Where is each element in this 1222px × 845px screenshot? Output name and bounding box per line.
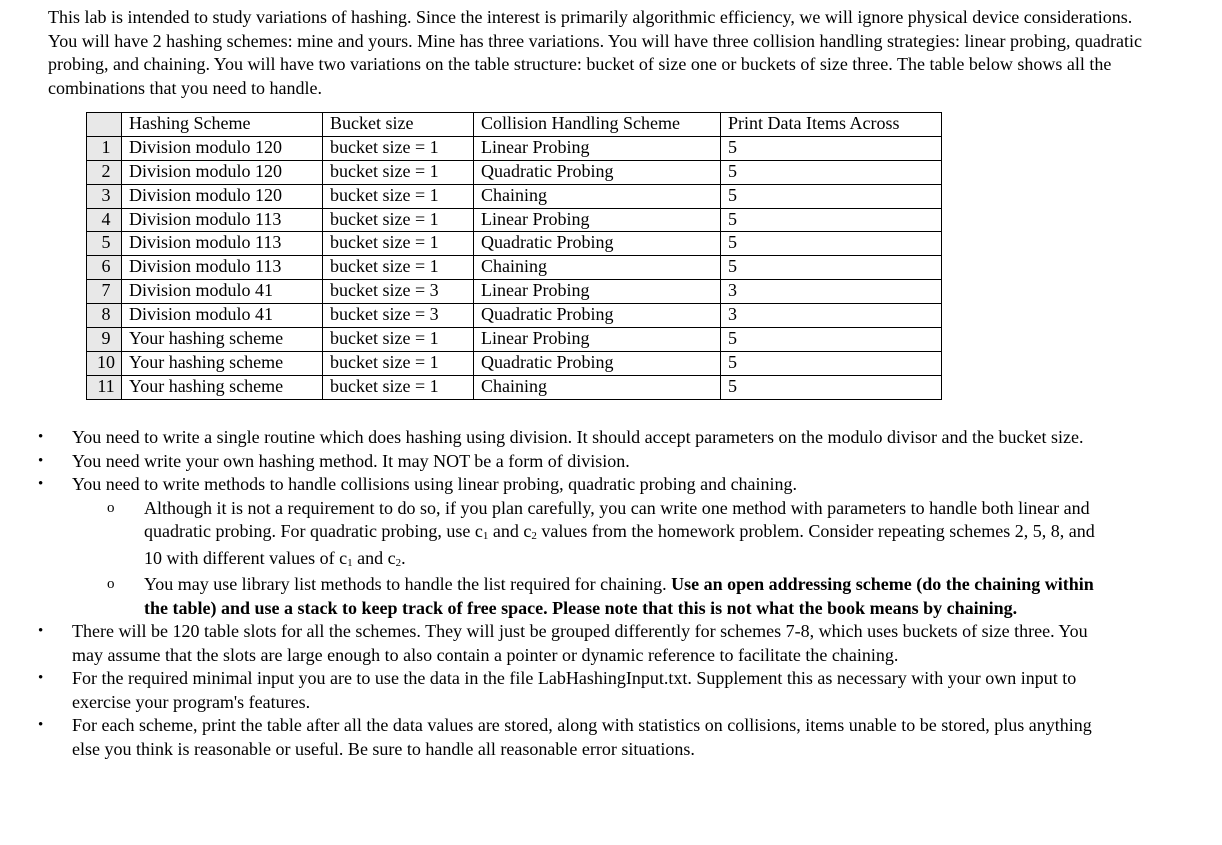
sub-text: and c: [352, 547, 396, 568]
sub-text: and c: [488, 521, 532, 541]
list-item: [0, 426, 1100, 450]
header-collision-handling: Collision Handling Scheme: [474, 113, 721, 137]
table-row: [87, 256, 942, 280]
table-row: [87, 232, 942, 256]
list-item: [0, 620, 1100, 667]
sub-list-item: [72, 573, 1100, 620]
bullet-glyph: •: [38, 452, 44, 469]
cell-collision-handling: Linear Probing: [474, 136, 721, 160]
cell-collision-handling: Quadratic Probing: [474, 160, 721, 184]
document-page: [48, 6, 1198, 100]
subscript: 1: [482, 530, 489, 542]
cell-collision-handling: Chaining: [474, 256, 721, 280]
cell-bucket-size: bucket size = 3: [323, 304, 474, 328]
cell-bucket-size: bucket size = 1: [323, 208, 474, 232]
sub-text: .: [401, 547, 406, 568]
cell-bucket-size: bucket size = 1: [323, 184, 474, 208]
cell-bucket-size: bucket size = 1: [323, 232, 474, 256]
requirement-text: You need write your own hashing method. It may NOT be a form of division.: [72, 450, 630, 471]
sub-text: Although it is not a requirement to do so, if you plan carefully, you can write one method with parameters to handle both linear and quadratic probing. For quadratic probing, use c: [144, 497, 1090, 541]
combinations-table: [86, 112, 942, 400]
cell-hashing-scheme: Division modulo 113: [122, 232, 323, 256]
cell-hashing-scheme: Division modulo 120: [122, 136, 323, 160]
cell-bucket-size: bucket size = 1: [323, 256, 474, 280]
sub-text: values from the homework problem. Consider repeating schemes 2, 5, 8, and 10 with different values of c: [144, 521, 1095, 568]
list-item: [0, 473, 1100, 620]
cell-collision-handling: Linear Probing: [474, 208, 721, 232]
cell-hashing-scheme: Your hashing scheme: [122, 351, 323, 375]
subscript: 1: [347, 556, 353, 569]
subscript: 2: [531, 530, 537, 542]
requirement-text: You need to write methods to handle collisions using linear probing, quadratic probing and chaining.: [72, 474, 798, 494]
cell-hashing-scheme: Division modulo 41: [122, 280, 323, 304]
row-number: 1: [87, 136, 122, 160]
cell-collision-handling: Chaining: [474, 184, 721, 208]
cell-print-across: 5: [721, 184, 942, 208]
cell-print-across: 5: [721, 328, 942, 352]
cell-print-across: 5: [721, 208, 942, 232]
cell-hashing-scheme: Your hashing scheme: [122, 328, 323, 352]
row-number-header: [87, 113, 122, 137]
cell-print-across: 5: [721, 232, 942, 256]
requirement-text: For the required minimal input you are to use the data in the file LabHashingInput.txt. Supplement this as necessary with your own input to exercise your program's features.: [72, 668, 1077, 712]
cell-bucket-size: bucket size = 1: [323, 375, 474, 399]
cell-hashing-scheme: Your hashing scheme: [122, 375, 323, 399]
table-header-row: [87, 113, 942, 137]
requirements-list: [0, 426, 1100, 761]
row-number: 11: [87, 375, 122, 399]
table-row: [87, 304, 942, 328]
cell-hashing-scheme: Division modulo 41: [122, 304, 323, 328]
table-row: [87, 375, 942, 399]
sub-bullet-glyph: o: [107, 499, 115, 516]
cell-print-across: 5: [721, 256, 942, 280]
header-bucket-size: Bucket size: [323, 113, 474, 137]
cell-print-across: 5: [721, 351, 942, 375]
cell-hashing-scheme: Division modulo 113: [122, 208, 323, 232]
bullet-glyph: •: [38, 623, 44, 639]
sub-bullet-glyph: o: [107, 576, 115, 592]
sub-list: [72, 497, 1100, 621]
row-number: 6: [87, 256, 122, 280]
list-item: [0, 667, 1100, 714]
cell-bucket-size: bucket size = 1: [323, 328, 474, 352]
bullet-glyph: •: [38, 670, 44, 686]
table-body: [87, 136, 942, 399]
cell-collision-handling: Chaining: [474, 375, 721, 399]
bullet-glyph: •: [38, 476, 44, 492]
table-row: [87, 328, 942, 352]
cell-hashing-scheme: Division modulo 113: [122, 256, 323, 280]
table-row: [87, 351, 942, 375]
header-print-across: Print Data Items Across: [721, 113, 942, 137]
cell-collision-handling: Quadratic Probing: [474, 351, 721, 375]
row-number: 4: [87, 208, 122, 232]
sub-text-bold: Use an open addressing scheme (do the chaining within the table) and use a stack to keep track of free space. Please note that this is not what the book means by chaining.: [144, 574, 1094, 618]
cell-print-across: 3: [721, 304, 942, 328]
requirement-text: There will be 120 table slots for all the schemes. They will just be grouped differently for schemes 7-8, which uses buckets of size three. You may assume that the slots are large enough to also contain a pointer or dynamic reference to facilitate the chaining.: [72, 621, 1088, 665]
row-number: 3: [87, 184, 122, 208]
cell-print-across: 5: [721, 136, 942, 160]
intro-paragraph: This lab is intended to study variations of hashing. Since the interest is primarily algorithmic efficiency, we will ignore physical device considerations. You will have 2 hashing schemes: mine and yours. Mine has three variations. You will have three collision handling strategies: linear probing, quadratic probing, and chaining. You will have two variations on the table structure: bucket of size one or buckets of size three. The table below shows all the combinations that you need to handle.: [48, 7, 1142, 98]
cell-hashing-scheme: Division modulo 120: [122, 184, 323, 208]
cell-bucket-size: bucket size = 3: [323, 280, 474, 304]
table-row: [87, 280, 942, 304]
cell-print-across: 5: [721, 160, 942, 184]
cell-collision-handling: Linear Probing: [474, 328, 721, 352]
cell-print-across: 3: [721, 280, 942, 304]
cell-print-across: 5: [721, 375, 942, 399]
row-number: 5: [87, 232, 122, 256]
cell-hashing-scheme: Division modulo 120: [122, 160, 323, 184]
row-number: 9: [87, 328, 122, 352]
bullet-glyph: •: [38, 717, 44, 733]
list-item: [0, 450, 1100, 474]
sub-text: You may use library list methods to handle the list required for chaining.: [144, 574, 672, 594]
table-row: [87, 136, 942, 160]
table-row: [87, 160, 942, 184]
cell-collision-handling: Quadratic Probing: [474, 232, 721, 256]
requirement-text: For each scheme, print the table after all the data values are stored, along with statistics on collisions, items unable to be stored, plus anything else you think is reasonable or useful. Be sure to handle all reasonable error situations.: [72, 715, 1092, 759]
row-number: 10: [87, 351, 122, 375]
cell-collision-handling: Quadratic Probing: [474, 304, 721, 328]
header-hashing-scheme: Hashing Scheme: [122, 113, 323, 137]
sub-list-item: [72, 497, 1100, 574]
row-number: 8: [87, 304, 122, 328]
subscript: 2: [395, 556, 402, 569]
cell-collision-handling: Linear Probing: [474, 280, 721, 304]
list-item: [0, 714, 1100, 761]
bullet-glyph: •: [38, 429, 44, 445]
cell-bucket-size: bucket size = 1: [323, 160, 474, 184]
row-number: 2: [87, 160, 122, 184]
requirement-text: You need to write a single routine which does hashing using division. It should accept parameters on the modulo divisor and the bucket size.: [72, 427, 1084, 447]
table-row: [87, 208, 942, 232]
cell-bucket-size: bucket size = 1: [323, 351, 474, 375]
row-number: 7: [87, 280, 122, 304]
table-row: [87, 184, 942, 208]
cell-bucket-size: bucket size = 1: [323, 136, 474, 160]
